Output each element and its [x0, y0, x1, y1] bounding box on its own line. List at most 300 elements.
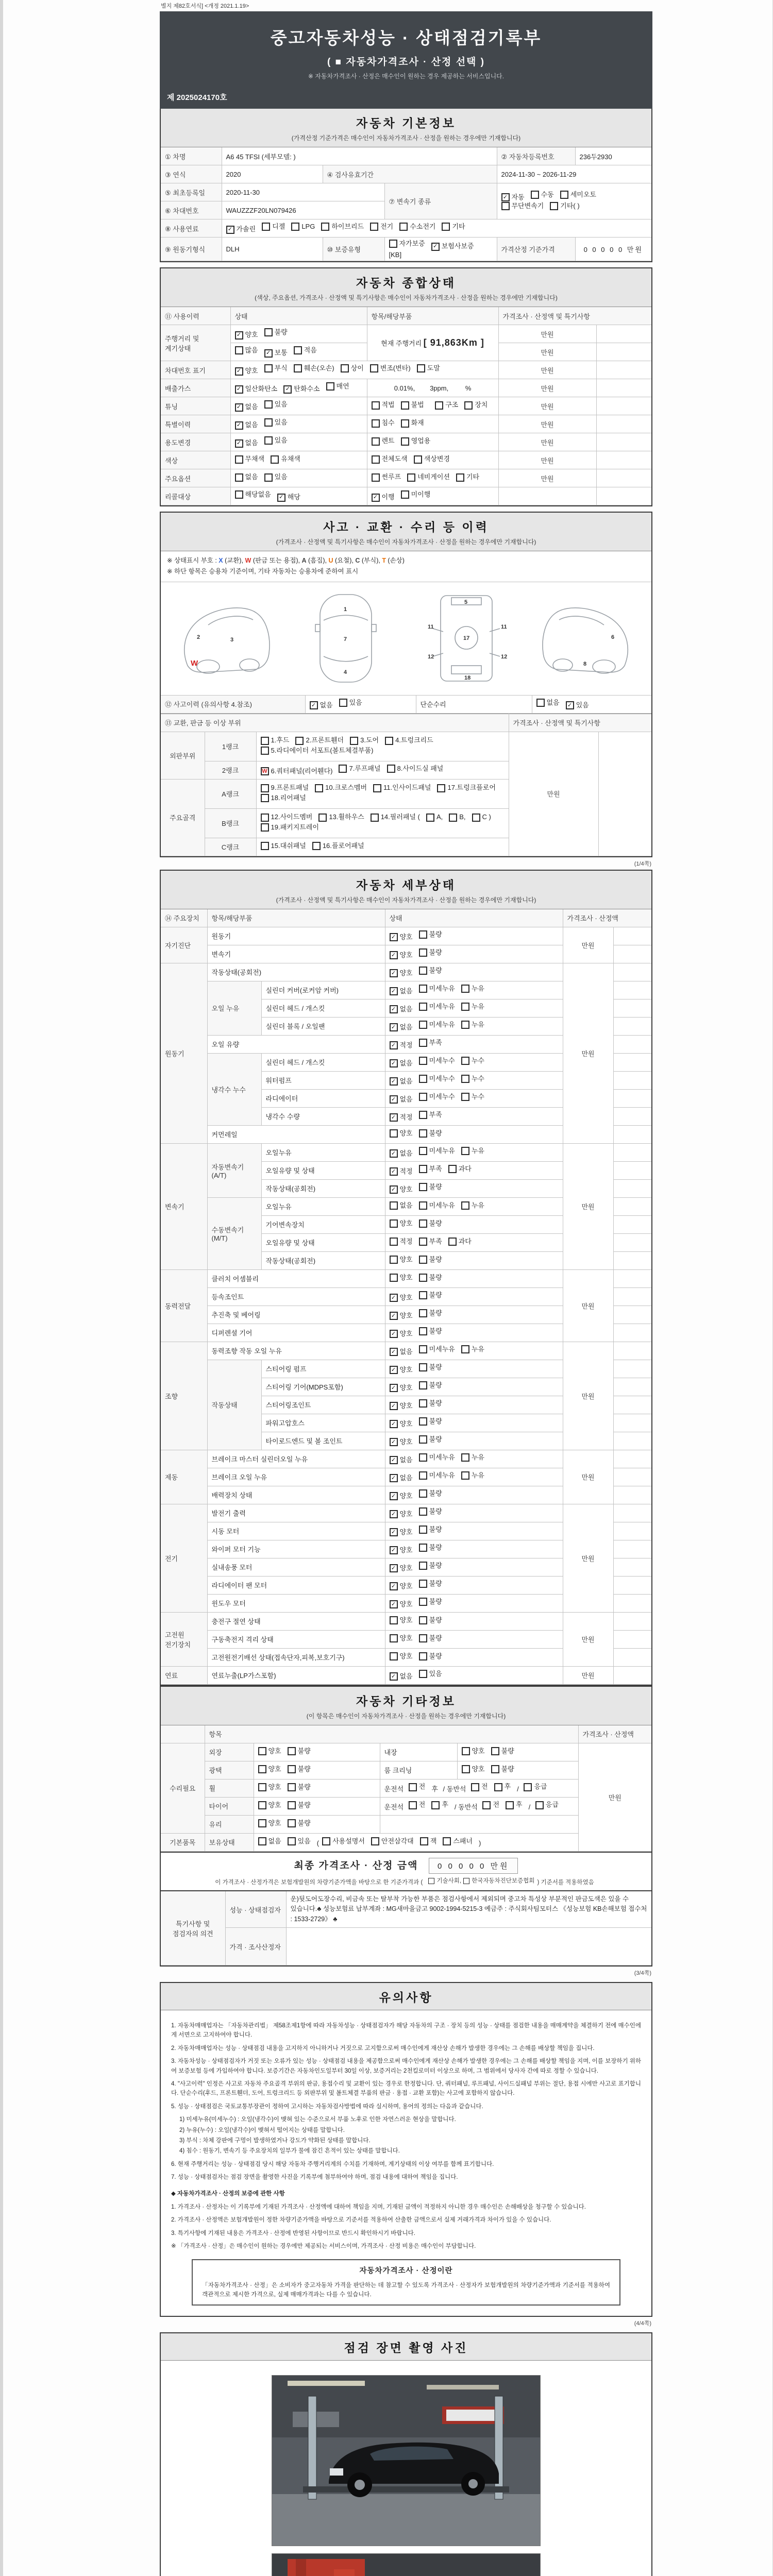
- field-label: 배출가스: [161, 379, 230, 397]
- checkbox-item: 양호: [390, 1129, 413, 1138]
- checkbox-icon: [235, 346, 243, 354]
- checkbox-item: 불량: [419, 1399, 442, 1408]
- table-row: [161, 1504, 651, 1522]
- checkbox-icon: [419, 1345, 427, 1353]
- column-header: ⑪ 사용이력: [161, 307, 230, 325]
- field-label: ⑧ 사용연료: [161, 219, 222, 238]
- checkbox-icon: ✓: [390, 987, 398, 995]
- checkbox-item: ✓ 양호: [390, 1294, 413, 1302]
- checkbox-icon: [295, 737, 304, 745]
- checkbox-item: 장치: [464, 401, 488, 410]
- checkbox-item: ✓ 양호: [390, 1600, 413, 1609]
- state-checkboxes: [385, 1540, 563, 1558]
- checkbox-item: ✓ 없음: [390, 1023, 413, 1032]
- checkbox-item: 미세누유: [419, 985, 455, 993]
- state-checkboxes: [385, 1396, 563, 1414]
- state-checkboxes: [385, 1576, 563, 1594]
- field-label: ① 차명: [161, 147, 222, 165]
- checkbox-item: 미세누유: [419, 1345, 455, 1354]
- rank-label: 1랭크: [205, 732, 256, 761]
- checkbox-item: 있음: [288, 1837, 311, 1846]
- state-checkboxes: [385, 1197, 563, 1215]
- checkbox-icon: [491, 1765, 499, 1773]
- field-value: DLH: [222, 238, 323, 261]
- checkbox-item: 누유: [461, 1147, 484, 1156]
- svg-text:11: 11: [428, 623, 434, 630]
- checkbox-icon: [390, 1219, 398, 1228]
- item-label: 타이로드엔드 및 볼 조인트: [261, 1432, 385, 1450]
- service-note: ※ 자동차가격조사 · 산정은 매수인이 원하는 경우 제공하는 서비스입니다.: [308, 73, 505, 80]
- fuel-checkboxes: [222, 219, 651, 238]
- inspection-photo-lift-equipment: [272, 2553, 541, 2576]
- item-label: 유리: [205, 1815, 254, 1833]
- checkbox-icon: [390, 1129, 398, 1138]
- table-row: [161, 307, 651, 325]
- base-price-value: 0 0 0 0 0 만원: [575, 238, 651, 261]
- checkbox-item: ✓ 양호: [390, 1582, 413, 1591]
- mileage-amount-checkboxes: [230, 343, 367, 361]
- table-row: [161, 379, 651, 397]
- checkbox-icon: [318, 814, 327, 822]
- checkbox-item: 미세누유: [419, 1471, 455, 1480]
- checkbox-icon: ✓: [390, 1185, 398, 1194]
- option-checkboxes: [230, 469, 367, 487]
- column-header: 항목/해당부품: [207, 909, 385, 927]
- field-label: 용도변경: [161, 433, 230, 451]
- section-subtitle: (이 항목은 매수인이 자동차가격조사 · 산정을 원하는 경우에만 기재합니다): [306, 1712, 506, 1720]
- checkbox-item: 불량: [419, 1435, 442, 1444]
- mileage-value: [ 91,863Km ]: [423, 337, 484, 348]
- checkbox-icon: [315, 784, 323, 792]
- price-unit: 만원: [563, 1504, 613, 1612]
- checkbox-icon: [461, 1093, 469, 1101]
- checkbox-item: ✓ 적정: [390, 1041, 413, 1050]
- checkbox-icon: [373, 784, 381, 792]
- checkbox-icon: [448, 1238, 457, 1246]
- detail-state-table: [161, 909, 651, 1685]
- field-label: ⑫ 사고이력 (유의사항 4.참조): [161, 696, 305, 714]
- checkbox-icon: [428, 1878, 434, 1884]
- device-group-label: 자기진단: [161, 927, 207, 963]
- svg-text:18: 18: [464, 674, 471, 681]
- checkbox-item: 누수: [461, 1057, 484, 1065]
- field-label: 튜닝: [161, 397, 230, 415]
- checkbox-icon: [288, 1747, 296, 1755]
- checkbox-item: 변조(변타): [370, 364, 411, 373]
- checkbox-item: 영업용: [401, 437, 431, 446]
- notice-paragraph: 2. 자동차매매업자는 성능 · 상태점검 내용을 고지하지 아니하거나 거짓으로 고지함으로써 매수인에게 재산상 손해가 발생한 경우에는 그 손해를 배상할 책임을 집니다.: [171, 2045, 595, 2052]
- checkbox-item: 양호: [390, 1616, 413, 1625]
- section-basic-info: [160, 109, 652, 262]
- svg-text:17: 17: [463, 635, 470, 641]
- state-checkboxes: [385, 999, 563, 1017]
- checkbox-icon: [390, 1634, 398, 1642]
- checkbox-item: ✓ 있음: [566, 701, 589, 710]
- item-label: 연료누출(LP가스포함): [207, 1666, 385, 1684]
- checkbox-icon: ✓: [390, 1492, 398, 1500]
- checkbox-item: 미이행: [401, 490, 431, 499]
- page-subtitle: ( ■ 자동차가격조사 · 산정 선택 ): [327, 57, 485, 67]
- state-symbol-legend: ※ 상태표시 부호 : X (교환), W (판금 또는 용접), A (흠집), U (요철), C (부식), T (손상) ※ 하단 항목은 승용차 기준이며, 기타 자동차는 승용차에 준하여 표시: [161, 551, 651, 582]
- checkbox-item: 미세누수: [419, 1057, 455, 1065]
- section-title: 점검 장면 촬영 사진: [344, 2341, 468, 2355]
- checkbox-icon: ✓: [390, 1438, 398, 1446]
- checkbox-icon: [288, 1819, 296, 1827]
- checkbox-icon: [262, 223, 270, 231]
- checkbox-icon: ✓: [390, 951, 398, 959]
- checkbox-item: 누수: [461, 1075, 484, 1083]
- notice-paragraph: 3. 자동차성능 · 상태점검자가 거짓 또는 오류가 있는 성능 · 상태점검 내용을 제공함으로써 매수인에게 재산상 손해가 발생한 경우에는 그 손해를 배상할 책임을 지며, 이를 보장하기 위하여 보증보험 등에 가입하여야 합니다. 보증기간은 자동차인도일부터 30일 이상, 보증거리는 2천킬로미터 이상으로 하며, 그 범위에서 당사자 간에 따로 정할 수 있습니다.: [171, 2058, 641, 2074]
- table-row: [161, 1779, 651, 1797]
- emission-values: 0.01%, 3ppm, %: [367, 379, 498, 397]
- state-checkboxes: [385, 1306, 563, 1324]
- checkbox-item: 훼손(오손): [294, 364, 334, 373]
- checkbox-item: 5.라디에이터 서포트(볼트체결부품): [261, 747, 374, 755]
- checkbox-item: 불량: [419, 930, 442, 939]
- checkbox-icon: [264, 473, 273, 482]
- notice-paragraph: 3) 부식 : 차체 강판에 구멍이 발생하였거나 강도가 약화된 상태를 말합니다.: [179, 2137, 371, 2144]
- checkbox-icon: ✓: [390, 1330, 398, 1338]
- field-label: 특기사항 및 점검자의 의견: [161, 1891, 225, 1965]
- item-label: 실린더 헤드 / 개스킷: [261, 999, 385, 1017]
- checkbox-icon: [419, 1598, 427, 1606]
- checkbox-item: 불량: [419, 1381, 442, 1390]
- field-label: 특별이력: [161, 415, 230, 433]
- field-label: 주행거리 및 계기상태: [161, 325, 230, 361]
- warranty-checkboxes: 자가보증 ✓ 보험사보증 [KB]: [384, 238, 497, 261]
- checkbox-icon: ✓: [264, 349, 273, 358]
- checkbox-icon: [390, 1274, 398, 1282]
- state-checkboxes: [385, 1269, 563, 1287]
- checkbox-item: 있음: [264, 473, 288, 482]
- checkbox-icon: [461, 1021, 469, 1029]
- checkbox-item: A,: [426, 813, 443, 822]
- checkbox-icon: [531, 191, 539, 199]
- checkbox-item: 불량: [419, 1327, 442, 1336]
- checkbox-item: 양호: [258, 1783, 281, 1792]
- checkbox-icon: [371, 814, 379, 822]
- checkbox-icon: [419, 1399, 427, 1408]
- item-label: 워터펌프: [261, 1071, 385, 1089]
- subgroup-label: 수동변속기 (M/T): [207, 1197, 261, 1269]
- checkbox-item: ✓ 없음: [235, 421, 258, 430]
- checkbox-icon: [261, 747, 269, 755]
- checkbox-icon: [401, 437, 409, 446]
- rank-label: A랭크: [205, 779, 256, 808]
- state-checkboxes: [385, 963, 563, 981]
- state-checkboxes: [385, 1089, 563, 1107]
- checkbox-icon: [419, 1003, 427, 1011]
- checkbox-icon: [491, 1747, 499, 1755]
- item-label: 등속조인트: [207, 1287, 385, 1306]
- subgroup-label: 작동상태: [207, 1360, 261, 1450]
- notice-paragraph: 4) 침수 : 원동기, 변속기 등 주요장치의 일부가 물에 잠긴 흔적이 있는 상태를 말합니다.: [179, 2148, 400, 2155]
- checkbox-icon: [419, 1489, 427, 1498]
- current-mileage: 현재 주행거리 [ 91,863Km ]: [367, 325, 498, 361]
- checkbox-item: 수동: [531, 191, 554, 199]
- checkbox-item: ✓ 자동: [501, 193, 525, 202]
- checkbox-item: 없음: [390, 1201, 413, 1210]
- checkbox-icon: [456, 473, 464, 482]
- checkbox-icon: [501, 202, 510, 210]
- notice-paragraph: 5. 성능 · 상태점검은 국토교통부장관이 정하여 고시하는 자동차검사방법에 따라 실시하며, 용어의 정의는 다음과 같습니다.: [171, 2103, 483, 2110]
- table-row: [161, 1815, 651, 1833]
- checkbox-item: 양호: [462, 1747, 485, 1756]
- state-checkboxes: [385, 945, 563, 963]
- checkbox-item: 기타: [442, 223, 465, 231]
- accident-history-checkboxes: [305, 696, 416, 714]
- checkbox-item: 1.후드: [261, 736, 290, 745]
- checkbox-icon: [464, 401, 473, 410]
- checkbox-icon: ✓: [390, 1402, 398, 1410]
- checkbox-item: ✓ 탄화수소: [283, 385, 320, 394]
- table-row: [161, 1143, 651, 1161]
- table-row: [161, 714, 651, 732]
- checkbox-icon: ✓: [390, 1510, 398, 1518]
- checkbox-icon: [461, 1471, 469, 1480]
- checkbox-icon: ✓: [235, 439, 243, 448]
- state-checkboxes: [385, 1666, 563, 1684]
- final-price-value: 0 0 0 0 0 만원: [429, 1858, 518, 1874]
- checkbox-item: ✓ 없음: [235, 439, 258, 448]
- inspector-comment: 운)뒷도어도장수리, 비금속 또는 탈부착 가능한 부품은 점검사항에서 제외되며 중고차 특성상 부분적인 판금도색은 있을 수 있습니다.♣ 성능보험료 납부계좌 : MG새마을금고 9002-1994-5215-3 예금주 : 주식회사팀모터스 《성능보험 KB손해보험 접수처 : 1533-2729》 ♣: [286, 1891, 651, 1928]
- checkbox-item: 누유: [461, 1201, 484, 1210]
- car-diagram-top-view: [292, 588, 400, 689]
- checkbox-icon: [442, 223, 450, 231]
- svg-text:8: 8: [583, 660, 587, 667]
- state-checkboxes: [385, 1324, 563, 1342]
- checkbox-item: 디젤: [262, 223, 285, 231]
- checkbox-item: W 6.쿼터패널(리어휀다): [261, 767, 333, 776]
- table-row: [161, 1612, 651, 1630]
- checkbox-icon: [419, 1471, 427, 1480]
- checkbox-item: 상이: [341, 364, 364, 373]
- item-label: 구동축전지 격리 상태: [207, 1630, 385, 1648]
- checkbox-icon: [264, 328, 273, 336]
- section-title: 사고 · 교환 · 수리 등 이력: [323, 520, 489, 534]
- field-label: 리콜대상: [161, 487, 230, 505]
- checkbox-icon: [235, 473, 243, 482]
- checkbox-icon: ✓: [390, 969, 398, 977]
- checkbox-item: 양호: [258, 1765, 281, 1774]
- field-value: 236두2930: [575, 147, 651, 165]
- checkbox-icon: ✓: [226, 226, 234, 234]
- state-checkboxes: [254, 1815, 380, 1833]
- checkbox-icon: [372, 419, 380, 428]
- overall-state-table: [161, 307, 651, 505]
- checkbox-icon: [370, 364, 378, 372]
- accident-history-table: [161, 696, 651, 714]
- tire-position-checkboxes: 운전석 전 후 / 동반석 전 후 / 응급: [380, 1797, 578, 1815]
- field-value: WAUZZZF20LN079426: [222, 201, 384, 219]
- rank1-checkboxes: [256, 732, 509, 761]
- color-detail-checkboxes: [367, 451, 498, 469]
- checkbox-icon: [431, 1801, 440, 1809]
- device-group-label: 변속기: [161, 1143, 207, 1269]
- item-label: 변속기: [207, 945, 385, 963]
- checkbox-item: 미세누수: [419, 1075, 455, 1083]
- item-label: 오일유량 및 상태: [261, 1233, 385, 1251]
- checkbox-item: 불량: [491, 1747, 514, 1756]
- checkbox-item: ✓ 양호: [390, 951, 413, 960]
- checkbox-item: 양호: [258, 1801, 281, 1810]
- checkbox-icon: [419, 1616, 427, 1624]
- checkbox-item: 구조: [435, 401, 458, 410]
- checkbox-icon: [372, 437, 380, 446]
- checkbox-icon: [471, 1783, 479, 1791]
- section-title: 자동차 세부상태: [356, 878, 456, 892]
- item-label: 발전기 출력: [207, 1504, 385, 1522]
- checkbox-item: 양호: [390, 1256, 413, 1264]
- state-checkboxes: [385, 1017, 563, 1035]
- checkbox-icon: [409, 1783, 417, 1791]
- checkbox-icon: [435, 401, 443, 410]
- checkbox-icon: ✓: [390, 1366, 398, 1374]
- checkbox-item: ✓ 양호: [390, 1402, 413, 1411]
- state-checkboxes: [385, 1035, 563, 1053]
- item-label: 와이퍼 모터 기능: [207, 1540, 385, 1558]
- checkbox-item: 자가보증: [389, 240, 425, 248]
- checkbox-item: 불량: [419, 1274, 442, 1282]
- checkbox-item: 미세누유: [419, 1147, 455, 1156]
- checkbox-icon: [437, 784, 445, 792]
- column-header: ⑭ 주요장치: [161, 909, 207, 927]
- checkbox-item: 후: [494, 1783, 511, 1791]
- checkbox-item: 사용설명서: [322, 1837, 365, 1846]
- table-row: [161, 397, 651, 415]
- price-unit: 만원: [509, 732, 598, 856]
- checkbox-icon: [288, 1801, 296, 1809]
- checkbox-icon: [419, 1453, 427, 1462]
- checkbox-item: ✓ 양호: [390, 969, 413, 978]
- group-label: 주요골격: [161, 779, 205, 856]
- checkbox-icon: [461, 1147, 469, 1155]
- state-checkboxes: [385, 927, 563, 945]
- checkbox-icon: [322, 1837, 330, 1845]
- checkbox-item: 기타( ): [550, 202, 579, 211]
- field-label: ⑬ 교환, 판금 등 이상 부위: [161, 714, 509, 732]
- checkbox-icon: ✓: [390, 1005, 398, 1013]
- checkbox-item: 침수: [372, 419, 395, 428]
- checkbox-icon: [419, 1291, 427, 1299]
- checkbox-icon: [321, 223, 329, 231]
- wheel-position-checkboxes: 운전석 전 후 / 동반석 전 후 / 응급: [380, 1779, 578, 1797]
- table-row: [161, 1891, 651, 1928]
- etc-info-table: [161, 1725, 651, 1852]
- table-row: [161, 451, 651, 469]
- checkbox-item: ✓ 이행: [372, 493, 395, 502]
- usage-detail-checkboxes: [367, 433, 498, 451]
- checkbox-icon: ✓: [235, 403, 243, 412]
- checkbox-item: 스패너: [443, 1837, 473, 1846]
- checkbox-item: ✓ 해당: [277, 493, 300, 502]
- checkbox-item: 불량: [419, 1417, 442, 1426]
- checkbox-item: ✓ 양호: [390, 1384, 413, 1393]
- item-label: 충전구 절연 상태: [207, 1612, 385, 1630]
- subgroup-label: 오일 누유: [207, 981, 261, 1035]
- checkbox-icon: [419, 1256, 427, 1264]
- table-row: [161, 147, 651, 165]
- checkbox-item: 불량: [419, 1580, 442, 1588]
- checkbox-item: 15.대쉬패널: [261, 842, 306, 851]
- checkbox-item: 응급: [535, 1801, 559, 1809]
- item-label: 실린더 헤드 / 개스킷: [261, 1053, 385, 1071]
- checkbox-icon: ✓: [390, 1149, 398, 1158]
- checkbox-item: 없음: [235, 473, 258, 482]
- checkbox-item: 8.사이드실 패널: [387, 765, 444, 773]
- checkbox-item: 불량: [419, 1309, 442, 1318]
- checkbox-item: 불량: [288, 1747, 311, 1756]
- field-label: ⑦ 변속기 종류: [384, 183, 497, 219]
- checkbox-icon: ✓: [390, 1546, 398, 1554]
- checkbox-item: 네비게이션: [407, 473, 450, 482]
- item-label: 실린더 블록 / 오일팬: [261, 1017, 385, 1035]
- checkbox-icon: [461, 1003, 469, 1011]
- checkbox-item: 19.패키지트레이: [261, 823, 319, 832]
- checkbox-icon: ✓: [390, 1041, 398, 1049]
- checkbox-item: 전: [409, 1783, 426, 1791]
- checkbox-icon: [390, 1616, 398, 1624]
- checkbox-item: 도말: [417, 364, 440, 373]
- checkbox-icon: [261, 823, 269, 832]
- device-group-label: 제동: [161, 1450, 207, 1504]
- item-label: 라디에이터 팬 모터: [207, 1576, 385, 1594]
- checkbox-icon: [461, 1075, 469, 1083]
- inspector-opinion-table: [161, 1890, 651, 1965]
- checkbox-icon: [417, 364, 425, 372]
- checkbox-icon: [258, 1747, 266, 1755]
- checkbox-icon: ✓: [390, 1095, 398, 1104]
- checkbox-item: ✓ 양호: [390, 1546, 413, 1555]
- checkbox-item: 9.프론트패널: [261, 784, 309, 792]
- device-group-label: 연료: [161, 1666, 207, 1684]
- item-label: 외장: [205, 1743, 254, 1761]
- checkbox-item: ✓ 없음: [390, 1077, 413, 1086]
- price-unit: 만원: [498, 379, 596, 397]
- checkbox-item: ✓ 보험사보증: [431, 242, 474, 251]
- checkbox-icon: [426, 814, 434, 822]
- field-value: 2020: [222, 165, 323, 183]
- checkbox-icon: [419, 1417, 427, 1426]
- notice-paragraph: 2) 누유(누수) : 오일(냉각수)이 맺혀서 떨어지는 상태를 말합니다.: [179, 2127, 345, 2133]
- checkbox-item: ✓ 없음: [235, 403, 258, 412]
- column-header: 상태: [230, 307, 367, 325]
- checkbox-icon: [419, 1147, 427, 1155]
- price-unit: 만원: [563, 927, 613, 963]
- price-unit: 만원: [563, 1450, 613, 1504]
- checkbox-icon: [390, 1256, 398, 1264]
- field-value: A6 45 TFSI (세부모델: ): [222, 147, 497, 165]
- checkbox-item: 불량: [419, 1526, 442, 1534]
- checkbox-icon: [341, 364, 349, 372]
- state-checkboxes: [385, 1630, 563, 1648]
- table-row: [161, 219, 651, 238]
- car-diagram-front-left: [171, 588, 279, 689]
- checkbox-icon: ✓: [372, 494, 380, 502]
- item-label: 보유상태: [205, 1833, 254, 1851]
- checkbox-icon: W: [261, 767, 269, 775]
- notice-items: [171, 2021, 641, 2182]
- rankB-checkboxes: [256, 808, 509, 838]
- group-label: 기본품목: [161, 1833, 205, 1851]
- state-checkboxes: [385, 1450, 563, 1468]
- checkbox-item: 기술사회,: [428, 1877, 461, 1885]
- checkbox-item: 전: [409, 1801, 426, 1809]
- checkbox-item: ✓ 양호: [390, 1185, 413, 1194]
- checkbox-item: 색상변경: [414, 455, 450, 464]
- checkbox-item: ✓ 양호: [390, 1312, 413, 1320]
- checkbox-item: 누유: [461, 1453, 484, 1462]
